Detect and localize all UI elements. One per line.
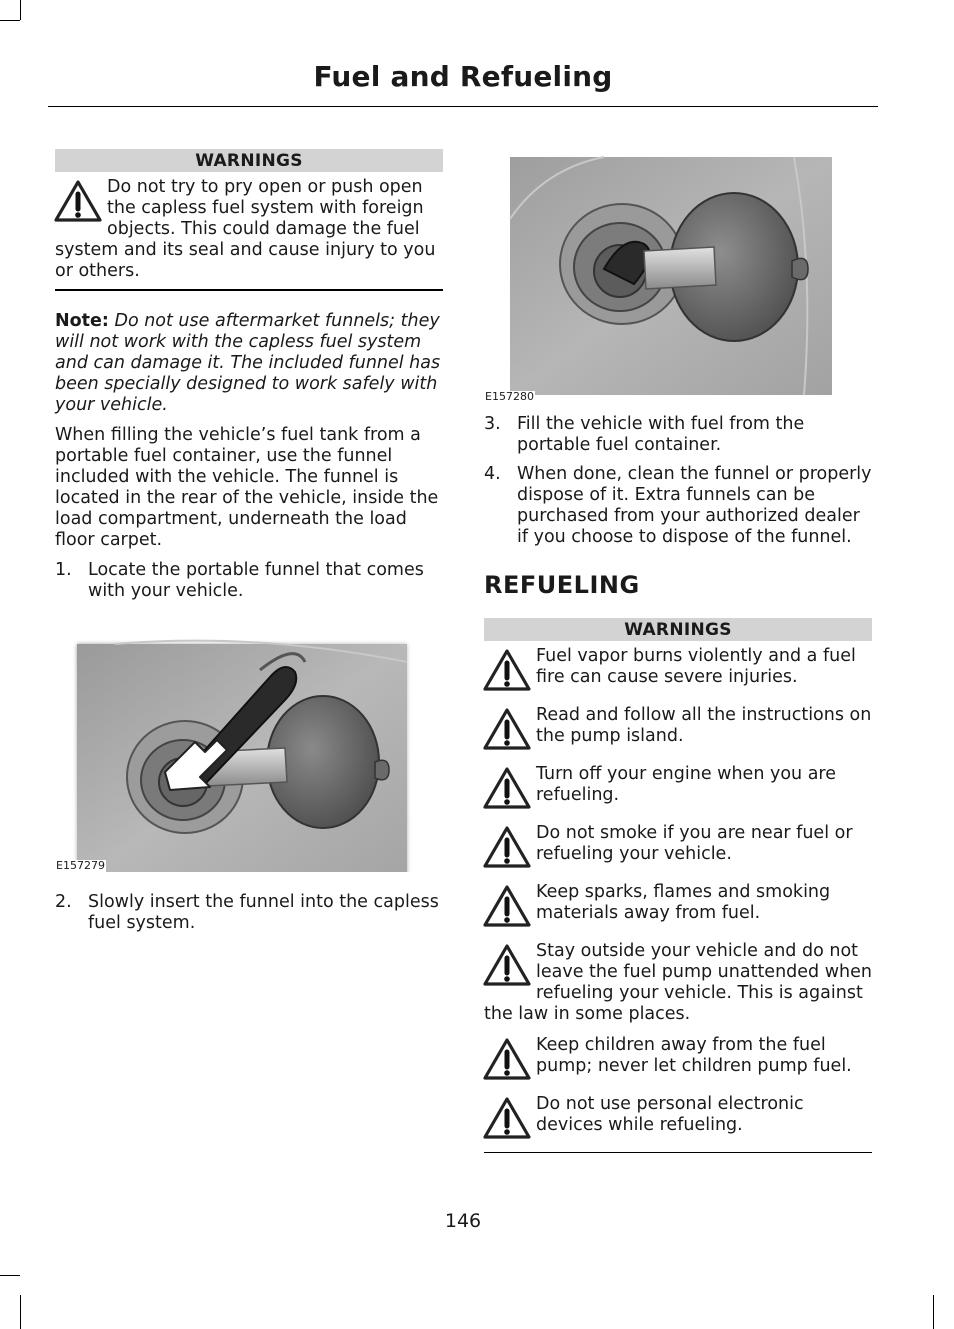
- step-number: 4.: [484, 464, 501, 484]
- figure-funnel-filling: [484, 149, 872, 403]
- warning-triangle-icon: [482, 1037, 532, 1081]
- page-number: 146: [444, 1210, 482, 1232]
- warning-item: [484, 823, 872, 869]
- crop-mark: [0, 1275, 20, 1276]
- step-4: [484, 464, 872, 548]
- fuel-door-funnel-illustration: [55, 622, 443, 872]
- warning-text: Read and follow all the instructions on the pump island.: [536, 705, 872, 746]
- crop-mark: [20, 1295, 21, 1329]
- step-1: [55, 560, 443, 602]
- crop-mark: [20, 0, 21, 20]
- title-divider: [48, 106, 878, 107]
- step-text: Fill the vehicle with fuel from the portable fuel container.: [517, 414, 805, 455]
- warning-text: Do not smoke if you are near fuel or refueling your vehicle.: [536, 823, 853, 864]
- warning-divider: [55, 289, 443, 291]
- intro-paragraph: When filling the vehicle’s fuel tank from a portable fuel container, use the funnel included with the vehicle. The funnel is located in the rear of the vehicle, inside the load compartment, underneath the load floor carpet.: [55, 425, 439, 550]
- warning-triangle-icon: [482, 943, 532, 987]
- left-column: [55, 149, 443, 934]
- warning-triangle-icon: [482, 1096, 532, 1140]
- warning-item: [484, 941, 872, 1025]
- warning-text: Stay outside your vehicle and do not leave the fuel pump unattended when refueling your vehicle. This is against the law in some places.: [484, 941, 872, 1024]
- step-number: 1.: [55, 560, 72, 580]
- step-3: [484, 414, 872, 456]
- note-text: Do not use aftermarket funnels; they will not work with the capless fuel system and can damage it. The included funnel has been specially designed to work safely with your vehicle.: [55, 311, 441, 415]
- warning-item: [484, 764, 872, 810]
- right-column: [484, 149, 872, 1153]
- step-text: Slowly insert the funnel into the capless fuel system.: [88, 892, 439, 933]
- warning-item: [484, 882, 872, 928]
- warning-triangle-icon: [482, 884, 532, 928]
- note-label: Note:: [55, 311, 109, 331]
- warnings-heading: WARNINGS: [484, 618, 872, 641]
- warning-text: Keep sparks, flames and smoking materials away from fuel.: [536, 882, 831, 923]
- page-title: Fuel and Refueling: [313, 60, 613, 93]
- warning-triangle-icon: [53, 179, 103, 223]
- step-number: 3.: [484, 414, 501, 434]
- step-text: When done, clean the funnel or properly dispose of it. Extra funnels can be purchased from your authorized dealer if you choose to dispose of the funnel.: [517, 464, 872, 547]
- figure-funnel-insert: [55, 622, 443, 872]
- crop-mark: [933, 1295, 934, 1329]
- note: [55, 311, 443, 416]
- warnings-list: [484, 646, 872, 1140]
- warning-divider: [484, 1152, 872, 1153]
- step-text: Locate the portable funnel that comes with your vehicle.: [88, 560, 424, 601]
- warning-text: Keep children away from the fuel pump; never let children pump fuel.: [536, 1035, 852, 1076]
- warning-item: [484, 705, 872, 751]
- warning-triangle-icon: [482, 707, 532, 751]
- warning-triangle-icon: [482, 648, 532, 692]
- warning-text: Do not try to pry open or push open the capless fuel system with foreign objects. This could damage the fuel system and its seal and cause injury to you or others.: [55, 177, 436, 281]
- warning-text: Do not use personal electronic devices while refueling.: [536, 1094, 804, 1135]
- warning-triangle-icon: [482, 825, 532, 869]
- crop-mark: [0, 20, 20, 21]
- warning-triangle-icon: [482, 766, 532, 810]
- figure-code: E157280: [485, 390, 534, 403]
- section-title: REFUELING: [484, 571, 640, 599]
- warning-text: Turn off your engine when you are refueling.: [536, 764, 836, 805]
- warning-item: [55, 177, 443, 282]
- warnings-heading: WARNINGS: [55, 149, 443, 172]
- warning-item: [484, 646, 872, 692]
- warning-item: [484, 1035, 872, 1081]
- step-number: 2.: [55, 892, 72, 912]
- warning-text: Fuel vapor burns violently and a fuel fire can cause severe injuries.: [536, 646, 856, 687]
- step-2: [55, 892, 443, 934]
- figure-code: E157279: [56, 859, 105, 872]
- fuel-door-funnel-illustration: [484, 149, 872, 403]
- warning-item: [484, 1094, 872, 1140]
